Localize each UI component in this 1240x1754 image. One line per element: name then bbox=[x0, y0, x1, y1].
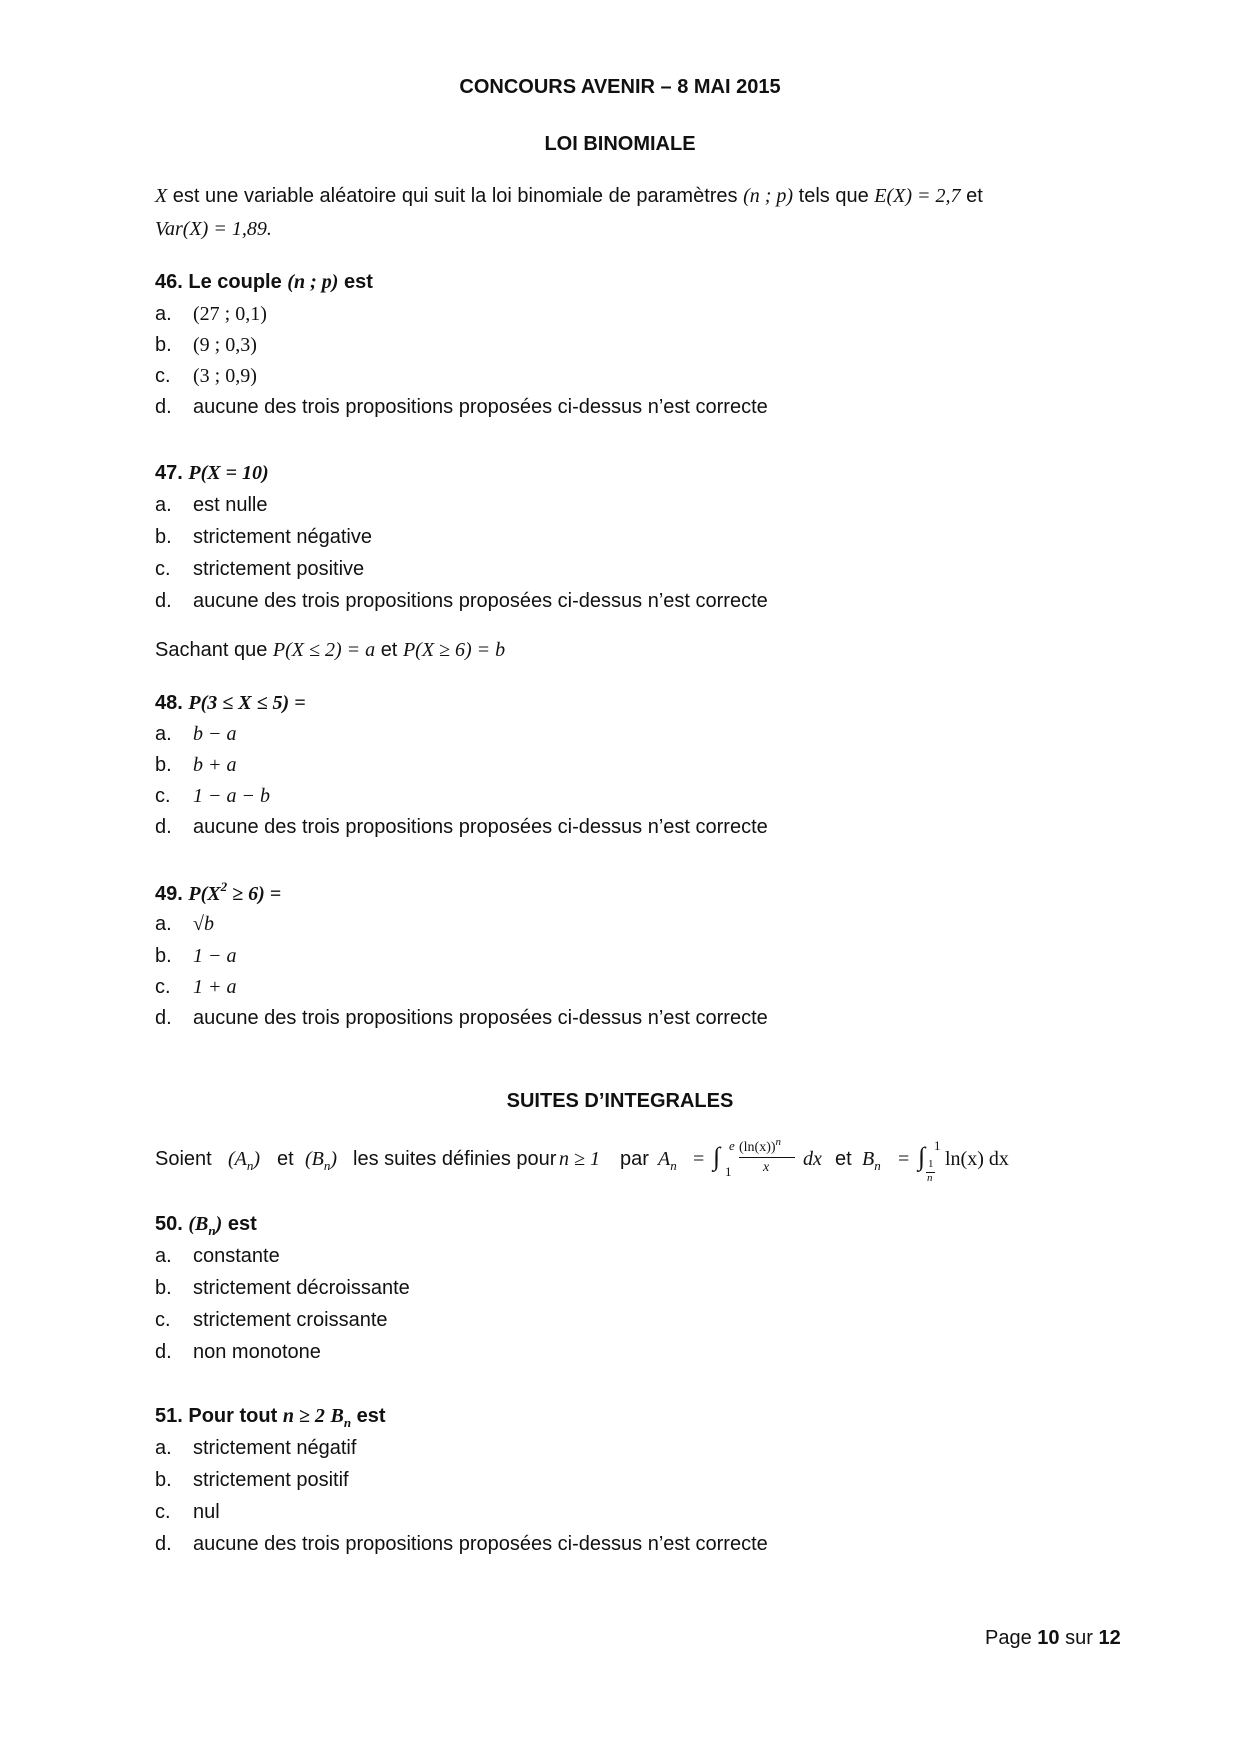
option-text: aucune des trois propositions proposées ci-dessus n’est correcte bbox=[193, 1007, 768, 1029]
lower-frac-num: 1 bbox=[928, 1158, 934, 1170]
denominator: x bbox=[763, 1160, 770, 1175]
math-close: ) bbox=[215, 1213, 223, 1235]
question-50-heading bbox=[155, 1213, 257, 1239]
question-49-option-d bbox=[155, 1007, 768, 1030]
et-2: et bbox=[835, 1148, 852, 1170]
question-51-option-b bbox=[155, 1469, 349, 1492]
intro-tels-que: tels que bbox=[798, 185, 869, 207]
option-text: strictement positif bbox=[193, 1469, 349, 1491]
expectation-value: E(X) = 2,7 bbox=[874, 185, 961, 207]
question-47-option-d bbox=[155, 590, 768, 613]
question-50-option-d bbox=[155, 1341, 321, 1364]
question-50-option-c bbox=[155, 1309, 388, 1332]
question-46-option-c bbox=[155, 365, 257, 388]
num-sup: n bbox=[775, 1136, 782, 1148]
option-text: constante bbox=[193, 1245, 280, 1267]
sachant-prefix: Sachant que bbox=[155, 639, 268, 661]
option-text: strictement décroissante bbox=[193, 1277, 410, 1299]
question-number: 50. bbox=[155, 1213, 183, 1235]
close: ) bbox=[253, 1148, 261, 1170]
question-48-option-b bbox=[155, 754, 237, 777]
b-letter: B bbox=[330, 1405, 344, 1427]
question-49-option-a bbox=[155, 913, 214, 936]
math-sup: 2 bbox=[220, 879, 228, 894]
option-letter: b. bbox=[155, 334, 172, 356]
fraction-bar bbox=[739, 1157, 795, 1158]
question-47-option-a bbox=[155, 494, 268, 517]
option-letter: c. bbox=[155, 558, 171, 580]
lower-frac-den: n bbox=[927, 1172, 933, 1184]
section-title-loi-binomiale: LOI BINOMIALE bbox=[544, 133, 696, 155]
question-48-heading bbox=[155, 692, 306, 715]
question-suffix: est bbox=[356, 1405, 386, 1427]
variance-value: Var(X) = 1,89. bbox=[155, 218, 272, 240]
option-text: (3 ; 0,9) bbox=[193, 365, 257, 387]
int-upper-e: e bbox=[729, 1138, 735, 1153]
equals: = bbox=[693, 1148, 705, 1170]
option-letter: a. bbox=[155, 913, 172, 935]
sub: n bbox=[323, 1158, 331, 1173]
question-suffix: est bbox=[343, 271, 373, 293]
sub: n bbox=[670, 1158, 677, 1173]
option-text: non monotone bbox=[193, 1341, 321, 1363]
section-title-suites-integrales: SUITES D’INTEGRALES bbox=[506, 1090, 734, 1112]
option-letter: a. bbox=[155, 303, 172, 325]
question-46-heading bbox=[155, 271, 373, 294]
question-math bbox=[188, 879, 282, 905]
question-50-option-b bbox=[155, 1277, 410, 1300]
question-51-option-d bbox=[155, 1533, 768, 1556]
b-def bbox=[862, 1148, 881, 1174]
question-number: 48. bbox=[155, 692, 183, 714]
seq-A bbox=[228, 1148, 260, 1174]
definition-text: les suites définies pour bbox=[353, 1148, 557, 1170]
option-text: strictement croissante bbox=[193, 1309, 388, 1331]
var-X: X bbox=[155, 185, 168, 207]
intro-line-2 bbox=[155, 218, 272, 241]
option-letter: c. bbox=[155, 785, 171, 807]
question-number: 51. bbox=[155, 1405, 183, 1427]
option-text: 1 − a − b bbox=[193, 785, 270, 807]
sub: n bbox=[874, 1158, 881, 1173]
footer-total-pages: 12 bbox=[1098, 1627, 1121, 1649]
params-n-p: (n ; p) bbox=[743, 185, 794, 207]
question-47-option-c bbox=[155, 558, 364, 581]
footer-sur: sur bbox=[1065, 1627, 1093, 1649]
a-def bbox=[658, 1148, 677, 1174]
question-math: P(3 ≤ X ≤ 5) = bbox=[188, 692, 306, 714]
option-text: est nulle bbox=[193, 494, 268, 516]
option-text: 1 + a bbox=[193, 976, 237, 998]
option-text: √b bbox=[193, 913, 214, 935]
option-letter: d. bbox=[155, 1007, 172, 1029]
footer-page-number: 10 bbox=[1037, 1627, 1060, 1649]
option-text: 1 − a bbox=[193, 945, 237, 967]
option-letter: a. bbox=[155, 723, 172, 745]
footer-page-word: Page bbox=[985, 1627, 1032, 1649]
option-text: strictement négative bbox=[193, 526, 372, 548]
option-letter: b. bbox=[155, 526, 172, 548]
question-suffix: est bbox=[227, 1213, 257, 1235]
prob-b: P(X ≥ 6) = b bbox=[402, 639, 506, 661]
sachant-que-line bbox=[155, 639, 505, 662]
an-label: (A bbox=[228, 1148, 247, 1170]
option-text: aucune des trois propositions proposées ci-dessus n’est correcte bbox=[193, 816, 768, 838]
prob-a: P(X ≤ 2) = a bbox=[272, 639, 376, 661]
math-sub: n bbox=[208, 1223, 216, 1238]
question-number: 49. bbox=[155, 883, 183, 905]
option-text: (27 ; 0,1) bbox=[193, 303, 267, 325]
condition: n ≥ 1 bbox=[559, 1148, 600, 1170]
question-46-option-a bbox=[155, 303, 267, 326]
page-footer bbox=[985, 1627, 1121, 1650]
sub: n bbox=[246, 1158, 254, 1173]
option-letter: d. bbox=[155, 1533, 172, 1555]
question-50-option-a bbox=[155, 1245, 280, 1268]
question-47-option-b bbox=[155, 526, 372, 549]
option-letter: b. bbox=[155, 1277, 172, 1299]
intro-text: est une variable aléatoire qui suit la loi binomiale de paramètres bbox=[172, 185, 738, 207]
question-48-option-c bbox=[155, 785, 270, 808]
close: ) bbox=[330, 1148, 338, 1170]
question-title: Pour tout bbox=[188, 1405, 278, 1427]
question-49-option-c bbox=[155, 976, 237, 999]
option-letter: c. bbox=[155, 976, 171, 998]
option-text: aucune des trois propositions proposées ci-dessus n’est correcte bbox=[193, 590, 768, 612]
fraction-numerator bbox=[739, 1136, 781, 1156]
integral-sign-a: ∫ bbox=[713, 1142, 721, 1171]
question-47-heading bbox=[155, 462, 269, 485]
et: et bbox=[277, 1148, 294, 1170]
seq-B bbox=[305, 1148, 337, 1174]
option-text: b − a bbox=[193, 723, 237, 745]
question-51-option-c bbox=[155, 1501, 220, 1524]
bn-label: (B bbox=[305, 1148, 324, 1170]
intro-line-1 bbox=[155, 185, 983, 208]
question-math: n ≥ 2 bbox=[282, 1405, 325, 1427]
option-letter: a. bbox=[155, 1245, 172, 1267]
option-letter: d. bbox=[155, 816, 172, 838]
question-48-option-a bbox=[155, 723, 237, 746]
integral-sign-b: ∫ bbox=[918, 1142, 926, 1171]
question-math bbox=[188, 1213, 223, 1238]
equals-2: = bbox=[898, 1148, 910, 1170]
par: par bbox=[620, 1148, 649, 1170]
option-text: b + a bbox=[193, 754, 237, 776]
option-letter: d. bbox=[155, 396, 172, 418]
option-text: (9 ; 0,3) bbox=[193, 334, 257, 356]
b-letter: B bbox=[862, 1148, 875, 1170]
option-letter: d. bbox=[155, 590, 172, 612]
question-49-option-b bbox=[155, 945, 237, 968]
question-math-b bbox=[330, 1405, 352, 1430]
sachant-et: et bbox=[380, 639, 398, 661]
math-pre: P(X bbox=[188, 883, 221, 905]
question-51-option-a bbox=[155, 1437, 356, 1460]
question-46-option-d bbox=[155, 396, 768, 419]
option-text: strictement négatif bbox=[193, 1437, 357, 1459]
numerator: (ln(x)) bbox=[739, 1140, 776, 1155]
int-lower-1: 1 bbox=[725, 1164, 732, 1179]
option-letter: b. bbox=[155, 1469, 172, 1491]
option-letter: d. bbox=[155, 1341, 172, 1363]
option-letter: c. bbox=[155, 365, 171, 387]
option-letter: b. bbox=[155, 945, 172, 967]
option-text: nul bbox=[193, 1501, 220, 1523]
question-46-option-b bbox=[155, 334, 257, 357]
option-letter: c. bbox=[155, 1501, 171, 1523]
option-letter: a. bbox=[155, 1437, 172, 1459]
question-title: Le couple bbox=[188, 271, 282, 293]
math-open: (B bbox=[188, 1213, 209, 1235]
question-math: (n ; p) bbox=[287, 271, 339, 293]
intro-et: et bbox=[966, 185, 983, 207]
question-51-heading bbox=[155, 1405, 386, 1431]
integrand-2: ln(x) dx bbox=[945, 1148, 1009, 1170]
question-48-option-d bbox=[155, 816, 768, 839]
math-post: ≥ 6) = bbox=[227, 883, 282, 905]
b-sub: n bbox=[343, 1415, 352, 1430]
question-number: 47. bbox=[155, 462, 183, 484]
option-text: aucune des trois propositions proposées ci-dessus n’est correcte bbox=[193, 1533, 768, 1555]
option-letter: a. bbox=[155, 494, 172, 516]
dx: dx bbox=[803, 1148, 822, 1170]
option-letter: c. bbox=[155, 1309, 171, 1331]
option-text: strictement positive bbox=[193, 558, 365, 580]
a-letter: A bbox=[658, 1148, 671, 1170]
question-number: 46. bbox=[155, 271, 183, 293]
question-49-heading bbox=[155, 879, 281, 906]
option-letter: b. bbox=[155, 754, 172, 776]
int-upper-1: 1 bbox=[934, 1138, 941, 1153]
option-text: aucune des trois propositions proposées ci-dessus n’est correcte bbox=[193, 396, 768, 418]
soient: Soient bbox=[155, 1148, 212, 1170]
question-math: P(X = 10) bbox=[188, 462, 269, 484]
document-title: CONCOURS AVENIR – 8 MAI 2015 bbox=[459, 76, 781, 98]
